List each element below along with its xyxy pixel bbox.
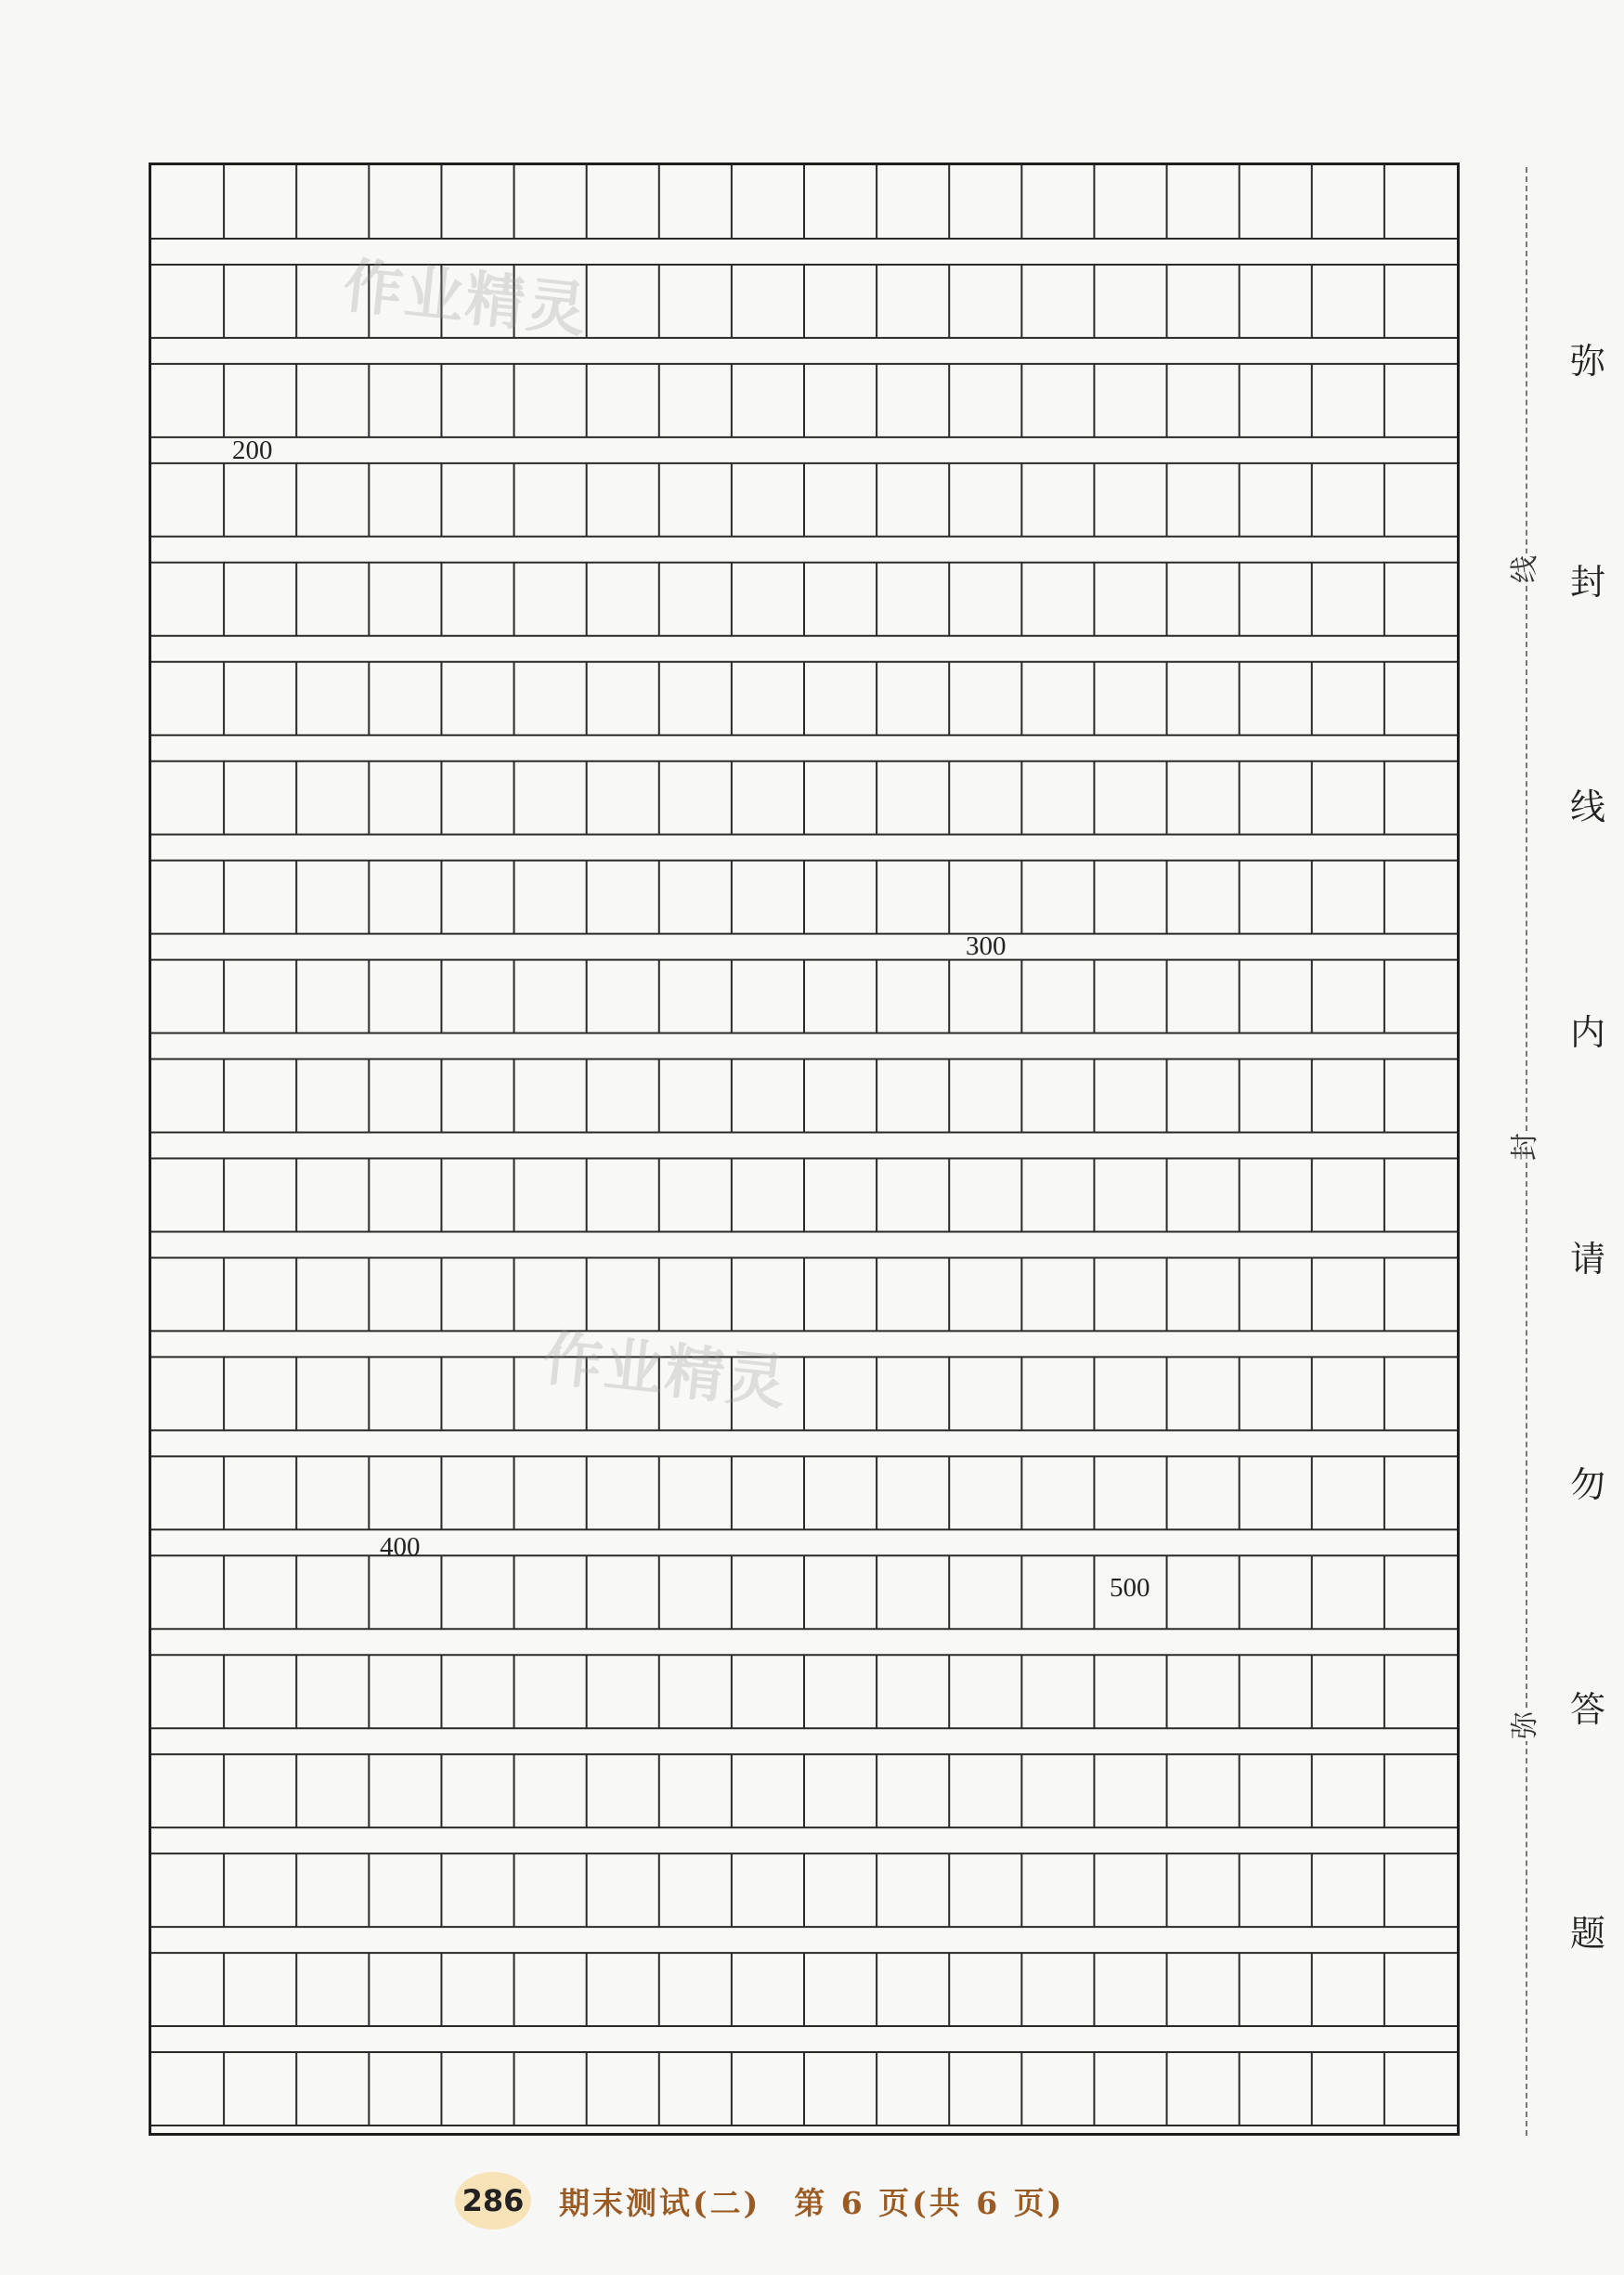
seal-notice-char: 内 — [1569, 1012, 1605, 1053]
grid-row — [151, 1655, 1457, 1728]
grid-row — [151, 1953, 1457, 2026]
page-footer — [455, 2168, 1064, 2233]
grid-row — [151, 2052, 1457, 2126]
grid-row — [151, 165, 1457, 239]
seal-notice-char: 勿 — [1569, 1464, 1605, 1505]
grid-row — [151, 265, 1457, 338]
word-count-marker-300: 300 — [966, 931, 1007, 961]
seal-notice-char: 线 — [1569, 786, 1605, 827]
seal-notice-char: 弥 — [1569, 341, 1605, 382]
grid-row — [151, 1060, 1457, 1133]
seal-notice-char: 请 — [1569, 1239, 1605, 1280]
grid-row — [151, 960, 1457, 1034]
word-count-marker-500: 500 — [1110, 1573, 1150, 1603]
page-title: 期末测试(二) 第 6 页(共 6 页) — [559, 2184, 1065, 2221]
grid-row — [151, 1555, 1457, 1629]
seal-mark-mi: 弥 — [1509, 1711, 1541, 1739]
grid-row — [151, 1257, 1457, 1331]
essay-grid-lines — [151, 165, 1457, 2133]
page-number: 286 — [461, 2183, 525, 2218]
watermark: 作业精灵 — [340, 252, 591, 346]
seal-notice-char: 答 — [1569, 1689, 1605, 1730]
grid-row — [151, 662, 1457, 735]
word-count-marker-400: 400 — [380, 1532, 421, 1562]
seal-mark-xian: 线 — [1509, 555, 1541, 583]
watermark: 作业精灵 — [539, 1324, 791, 1419]
grid-row — [151, 1754, 1457, 1827]
grid-row — [151, 761, 1457, 835]
grid-row — [151, 364, 1457, 437]
grid-row — [151, 563, 1457, 636]
grid-row — [151, 1853, 1457, 1927]
word-count-marker-200: 200 — [232, 436, 273, 465]
seal-notice-char: 题 — [1569, 1913, 1605, 1954]
seal-notice-char: 封 — [1569, 562, 1605, 603]
grid-row — [151, 463, 1457, 537]
page-number-badge — [455, 2172, 531, 2230]
essay-grid — [149, 162, 1460, 2136]
seal-mark-feng: 封 — [1509, 1133, 1541, 1161]
grid-row — [151, 1357, 1457, 1430]
grid-row — [151, 1456, 1457, 1529]
grid-row — [151, 861, 1457, 934]
grid-row — [151, 1159, 1457, 1232]
